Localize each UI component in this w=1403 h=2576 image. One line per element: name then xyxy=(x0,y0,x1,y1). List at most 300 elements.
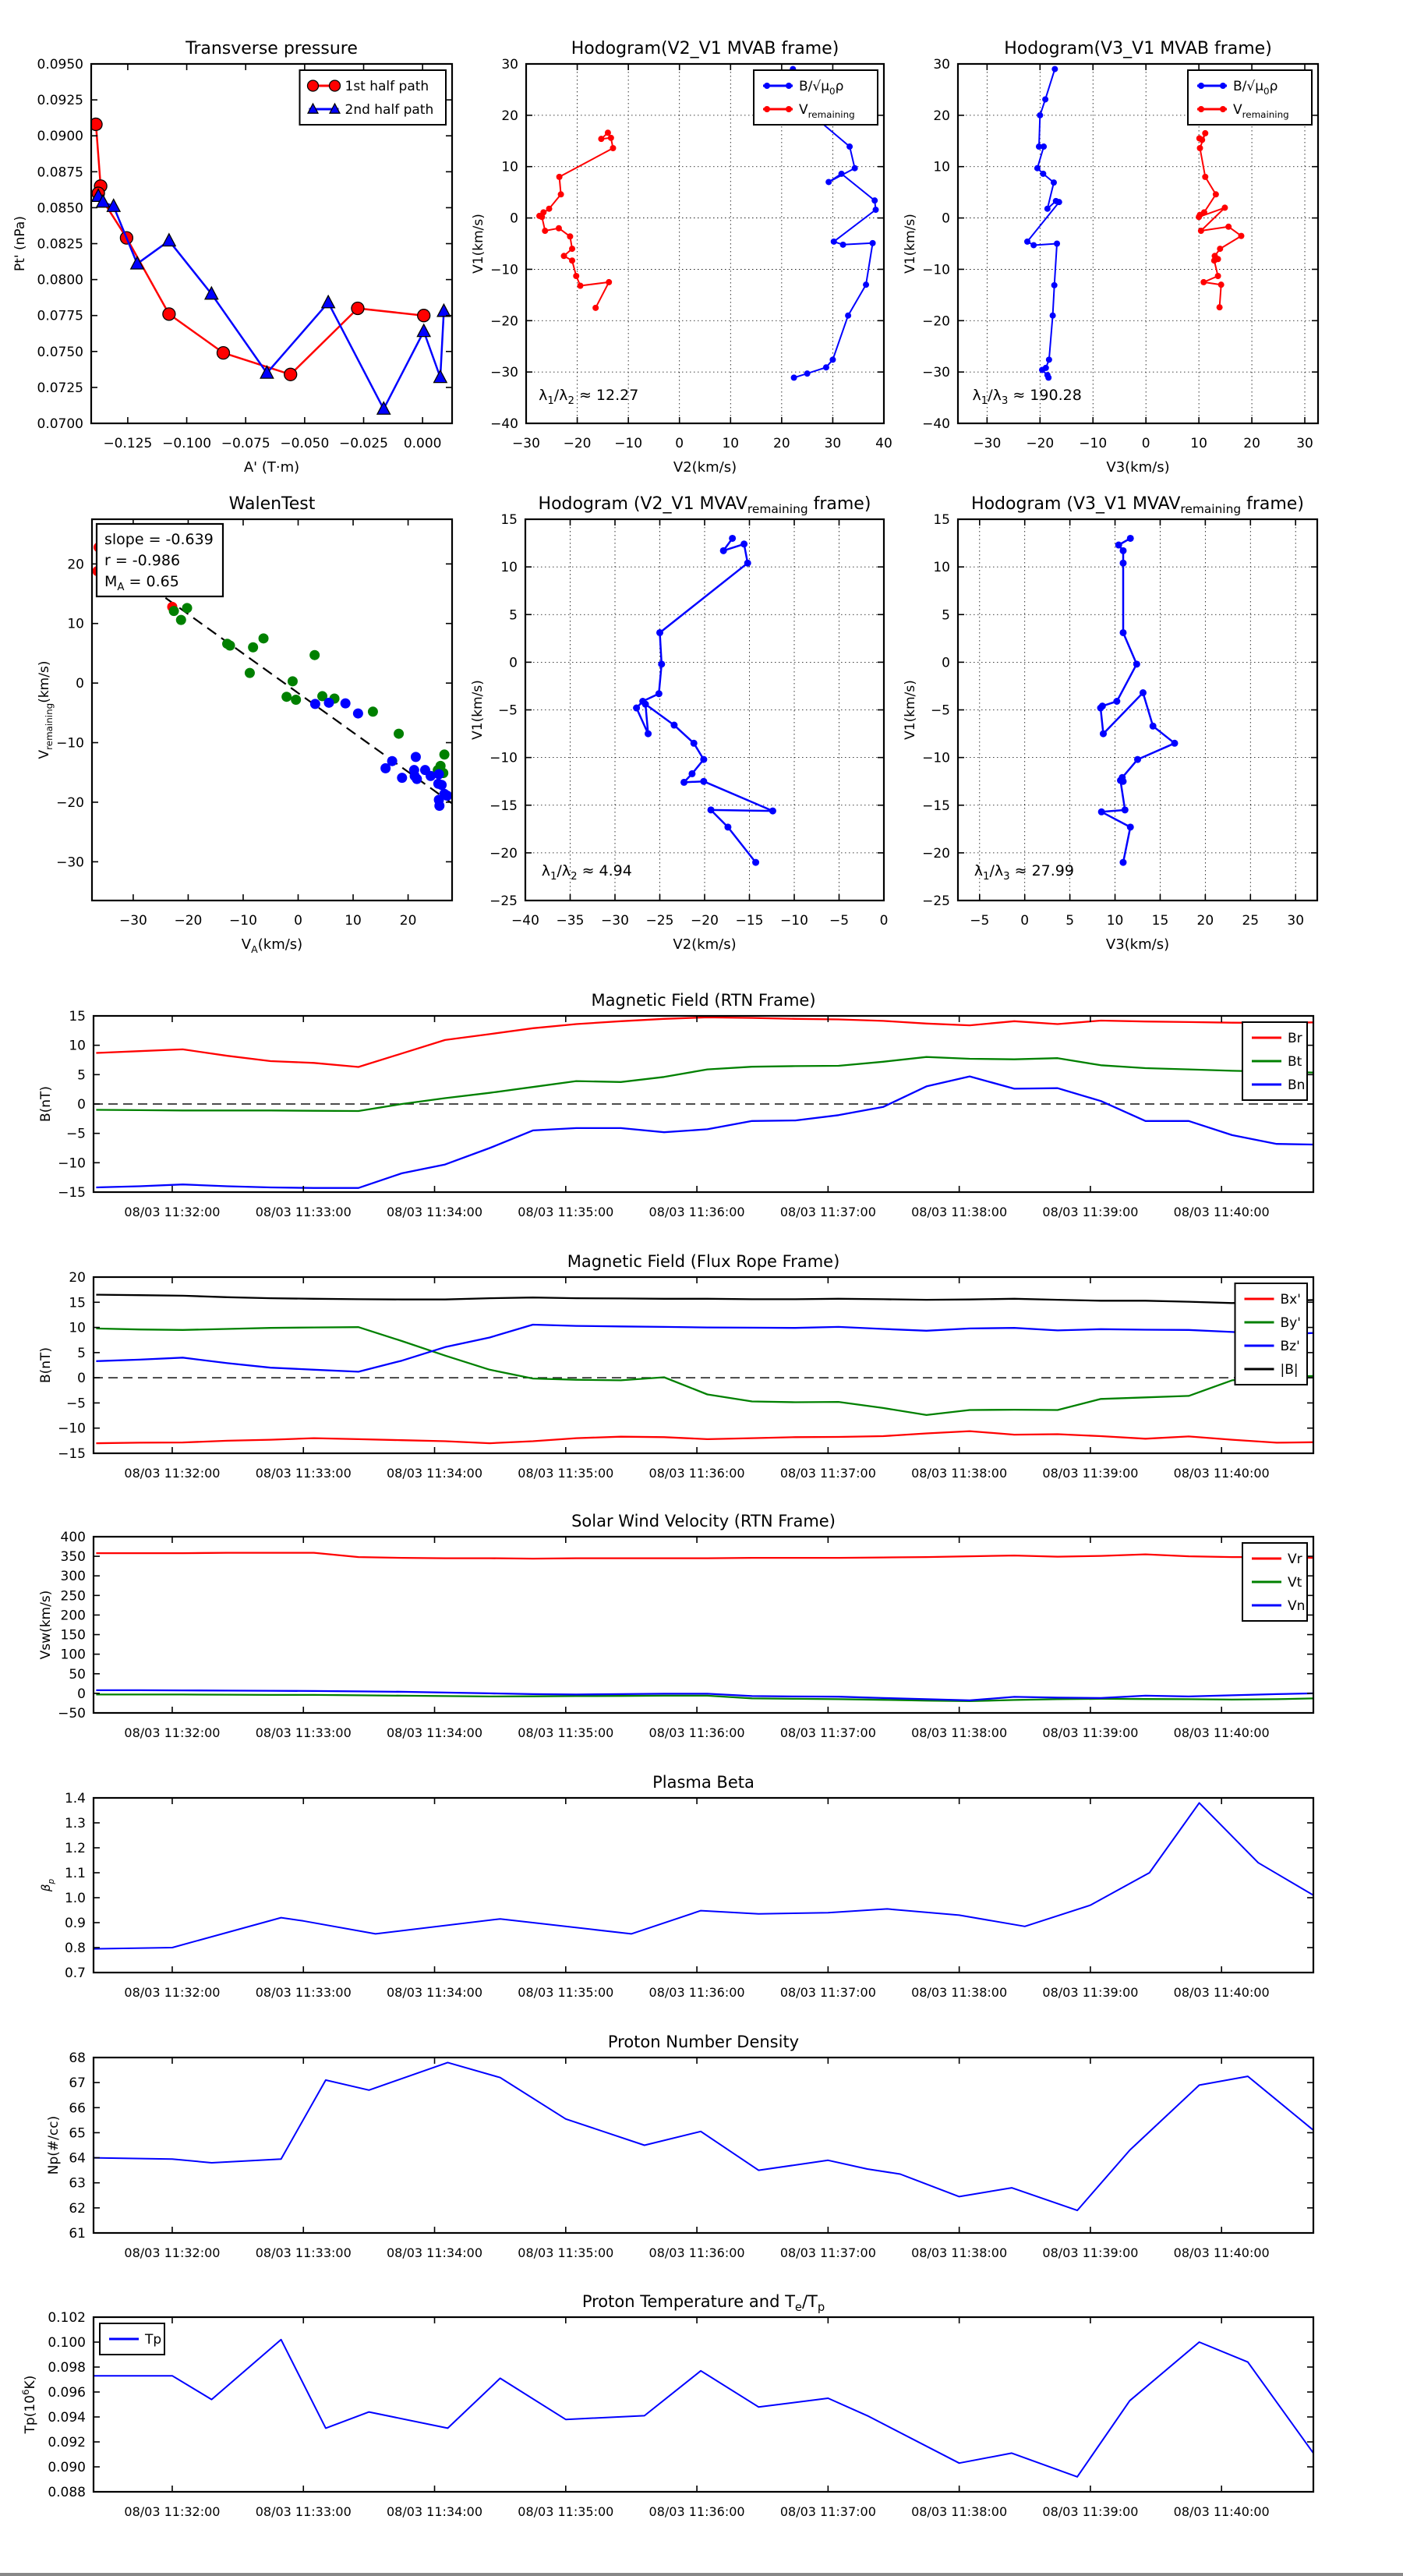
marker-triangle xyxy=(131,257,144,269)
y-tick-label: 0 xyxy=(510,211,518,227)
x-tick-label: 08/03 11:37:00 xyxy=(779,2504,876,2519)
x-tick-label: −30 xyxy=(118,913,147,929)
marker-dot xyxy=(573,273,579,279)
marker-dot xyxy=(1127,535,1134,542)
marker-dot xyxy=(225,640,235,650)
x-tick-label: 08/03 11:34:00 xyxy=(386,1205,483,1219)
y-tick-label: 400 xyxy=(60,1530,86,1545)
stats-line: r = -0.986 xyxy=(104,552,181,569)
axes-frame xyxy=(94,2058,1313,2233)
marker-dot xyxy=(569,246,575,252)
y-tick-label: 15 xyxy=(69,1295,86,1311)
y-tick-label: 0 xyxy=(77,1686,86,1702)
marker-dot xyxy=(1196,145,1203,151)
legend xyxy=(754,70,878,125)
x-tick-label: 08/03 11:33:00 xyxy=(255,1725,352,1740)
y-tick-label: 200 xyxy=(60,1608,86,1624)
marker-dot xyxy=(1220,83,1226,89)
marker-dot xyxy=(368,706,378,717)
x-tick-label: 08/03 11:37:00 xyxy=(779,1205,876,1219)
y-axis-label: Vsw(km/s) xyxy=(38,1590,54,1660)
y-tick-label: 0 xyxy=(509,655,518,671)
marker-dot xyxy=(281,692,292,702)
x-tick-label: −15 xyxy=(735,913,764,929)
legend xyxy=(1235,1283,1308,1385)
x-tick-label: 08/03 11:35:00 xyxy=(518,1725,614,1740)
marker-dot xyxy=(839,171,845,177)
series-layer xyxy=(94,2062,1313,2210)
x-tick-label: 08/03 11:38:00 xyxy=(911,1205,1008,1219)
y-tick-label: 62 xyxy=(69,2200,86,2217)
x-tick-label: 20 xyxy=(773,436,790,451)
x-tick-label: 08/03 11:33:00 xyxy=(255,1466,352,1481)
y-tick-label: 0.102 xyxy=(48,2310,86,2326)
marker-dot xyxy=(578,283,584,289)
x-tick-label: 20 xyxy=(1196,913,1214,929)
marker-circle xyxy=(308,80,319,91)
marker-dot xyxy=(645,731,652,738)
x-tick-label: 08/03 11:37:00 xyxy=(779,1985,876,2000)
mag-flux-rope-panel xyxy=(38,1252,1313,1481)
x-tick-label: 08/03 11:36:00 xyxy=(648,1725,745,1740)
x-tick-label: 0 xyxy=(879,913,889,929)
y-tick-label: −10 xyxy=(922,262,950,278)
x-tick-label: 08/03 11:35:00 xyxy=(518,1466,614,1481)
B-alfven-line xyxy=(1101,539,1175,863)
x-tick-label: 08/03 11:35:00 xyxy=(518,1205,614,1219)
x-tick-label: 0 xyxy=(294,913,302,929)
y-tick-label: 5 xyxy=(509,607,518,624)
y-tick-label: 68 xyxy=(69,2051,86,2066)
solar-wind-velocity-panel xyxy=(38,1512,1313,1740)
y-tick-label: −10 xyxy=(922,750,950,766)
y-tick-label: 67 xyxy=(69,2075,86,2092)
y-tick-label: 150 xyxy=(60,1627,86,1644)
y-tick-label: 0.0825 xyxy=(37,236,83,253)
y-tick-label: 0 xyxy=(942,655,950,671)
marker-dot xyxy=(1238,233,1244,239)
marker-dot xyxy=(1051,179,1057,186)
y-tick-label: −15 xyxy=(58,1185,86,1201)
marker-dot xyxy=(1098,809,1105,816)
marker-dot xyxy=(845,313,851,319)
marker-dot xyxy=(610,145,616,151)
y-tick-label: 0 xyxy=(942,211,950,227)
y-tick-label: −10 xyxy=(489,750,518,766)
proton-temperature-title: Proton Temperature and $T_e/T_p$ xyxy=(581,2292,825,2314)
y-tick-label: 10 xyxy=(933,560,950,576)
marker-dot xyxy=(863,281,869,288)
marker-dot xyxy=(1127,823,1134,830)
y-tick-label: −5 xyxy=(930,702,950,719)
legend-label: By' xyxy=(1280,1315,1301,1331)
x-tick-label: 08/03 11:38:00 xyxy=(911,2504,1008,2519)
marker-dot xyxy=(724,823,731,830)
marker-dot xyxy=(1217,246,1223,252)
y-tick-label: 10 xyxy=(500,560,518,576)
marker-dot xyxy=(729,535,736,542)
legend xyxy=(300,70,447,125)
x-tick-label: 08/03 11:33:00 xyxy=(255,1985,352,2000)
y-tick-label: 5 xyxy=(942,607,950,624)
marker-dot xyxy=(1218,281,1225,288)
x-tick-label: 25 xyxy=(1242,913,1260,929)
y-tick-label: 1.1 xyxy=(64,1866,86,1881)
marker-circle xyxy=(163,308,175,320)
marker-dot xyxy=(700,778,707,785)
y-tick-label: −25 xyxy=(489,893,518,909)
y-tick-label: −20 xyxy=(922,313,950,330)
x-tick-label: −5 xyxy=(970,913,990,929)
stats-line: slope = -0.639 xyxy=(104,531,214,548)
marker-dot xyxy=(1054,241,1060,247)
y-tick-label: 1.3 xyxy=(64,1816,86,1831)
By'-line xyxy=(96,1327,1313,1415)
legend-label: Tp xyxy=(145,2332,162,2348)
x-tick-label: −0.050 xyxy=(280,436,330,451)
y-tick-label: −10 xyxy=(58,1155,86,1172)
x-axis-label: A' (T·m) xyxy=(243,459,300,476)
Np-line xyxy=(94,2062,1313,2210)
Bt-line xyxy=(96,1057,1313,1111)
marker-dot xyxy=(341,699,351,709)
y-tick-label: 350 xyxy=(60,1549,86,1566)
y-tick-label: 0.7 xyxy=(64,1966,86,1981)
marker-dot xyxy=(786,83,792,89)
marker-dot xyxy=(720,547,727,554)
marker-dot xyxy=(1113,698,1120,705)
mag-rtn-title: Magnetic Field (RTN Frame) xyxy=(591,991,816,1010)
y-tick-label: 0.0750 xyxy=(37,344,83,360)
marker-dot xyxy=(680,779,687,786)
x-tick-label: 08/03 11:32:00 xyxy=(124,1725,221,1740)
marker-dot xyxy=(598,136,604,142)
marker-dot xyxy=(592,305,599,311)
y-axis-label: $Tp(10^6K)$ xyxy=(20,2375,38,2434)
marker-dot xyxy=(288,676,298,686)
marker-dot xyxy=(804,370,811,377)
x-tick-label: −0.100 xyxy=(162,436,212,451)
x-tick-label: 08/03 11:36:00 xyxy=(648,2245,745,2260)
x-tick-label: 30 xyxy=(1296,436,1313,451)
x-tick-label: 20 xyxy=(399,913,417,929)
marker-dot xyxy=(1050,313,1056,319)
x-axis-label: V2(km/s) xyxy=(673,459,737,476)
marker-dot xyxy=(1133,660,1140,667)
hodogram-v2v1-mvav-title: Hodogram (V2_V1 $MVAV_{remaining}$ frame) xyxy=(538,494,871,516)
y-tick-label: 0.0775 xyxy=(37,308,83,324)
y-tick-label: 15 xyxy=(500,512,518,528)
x-tick-label: 10 xyxy=(1190,436,1207,451)
x-tick-label: 08/03 11:37:00 xyxy=(779,1725,876,1740)
marker-dot xyxy=(769,808,776,815)
x-tick-label: −20 xyxy=(1026,436,1055,451)
marker-dot xyxy=(752,859,759,866)
annotation: $\lambda_1/\lambda_2 \approx 12.27$ xyxy=(539,387,639,408)
marker-dot xyxy=(1150,723,1157,730)
marker-dot xyxy=(1117,777,1124,784)
x-tick-label: 08/03 11:40:00 xyxy=(1173,1725,1270,1740)
y-tick-label: 66 xyxy=(69,2100,86,2117)
x-tick-label: 08/03 11:40:00 xyxy=(1173,1205,1270,1219)
marker-dot xyxy=(1122,806,1129,813)
x-tick-label: 08/03 11:35:00 xyxy=(518,2245,614,2260)
ticks xyxy=(94,2058,1313,2233)
x-tick-label: 08/03 11:39:00 xyxy=(1042,1725,1139,1740)
y-tick-label: −10 xyxy=(58,1421,86,1437)
stats-line: $M_A = 0.65$ xyxy=(104,573,179,593)
marker-dot xyxy=(394,729,404,739)
marker-dot xyxy=(539,214,545,220)
x-tick-label: 20 xyxy=(1243,436,1260,451)
marker-dot xyxy=(656,690,663,697)
hodogram-v2v1-mvab-title: Hodogram(V2_V1 MVAB frame) xyxy=(571,39,839,58)
marker-dot xyxy=(1215,273,1221,279)
x-tick-label: 08/03 11:33:00 xyxy=(255,2245,352,2260)
marker-dot xyxy=(656,629,663,636)
y-tick-label: −15 xyxy=(489,798,518,814)
marker-dot xyxy=(569,257,575,264)
y-tick-label: 0.8 xyxy=(64,1941,86,1956)
x-tick-label: 08/03 11:32:00 xyxy=(124,2504,221,2519)
hodogram-v3v1-mvav-panel xyxy=(903,494,1317,953)
x-tick-label: −20 xyxy=(691,913,719,929)
walen-test-title: WalenTest xyxy=(228,494,316,514)
x-axis-label: $V_A(km/s)$ xyxy=(241,936,303,955)
legend-label: $B/√\mu_0\rho$ xyxy=(1233,79,1278,97)
marker-dot xyxy=(691,740,698,747)
y-tick-label: 0.090 xyxy=(48,2460,86,2475)
y-tick-label: −5 xyxy=(65,1396,86,1412)
marker-dot xyxy=(1221,204,1228,211)
legend-label: Vr xyxy=(1288,1552,1302,1567)
x-tick-label: 0 xyxy=(1020,913,1030,929)
x-tick-label: −10 xyxy=(614,436,643,451)
marker-dot xyxy=(1040,171,1046,177)
ticks xyxy=(94,1537,1313,1713)
marker-dot xyxy=(764,106,770,112)
marker-dot xyxy=(434,801,444,811)
x-tick-label: −25 xyxy=(645,913,674,929)
x-tick-label: −0.025 xyxy=(339,436,388,451)
x-tick-label: 10 xyxy=(1106,913,1124,929)
mag-rtn-panel xyxy=(38,991,1313,1219)
marker-dot xyxy=(387,756,398,766)
marker-dot xyxy=(557,174,563,180)
x-tick-label: 0 xyxy=(1141,436,1150,451)
x-tick-label: 08/03 11:37:00 xyxy=(779,2245,876,2260)
x-tick-label: 08/03 11:38:00 xyxy=(911,1985,1008,2000)
x-axis-label: V3(km/s) xyxy=(1106,459,1170,476)
marker-dot xyxy=(1119,547,1126,554)
y-tick-label: 15 xyxy=(69,1009,86,1024)
y-tick-label: −5 xyxy=(65,1126,86,1142)
marker-dot xyxy=(1202,174,1208,180)
marker-dot xyxy=(1039,367,1045,373)
marker-dot xyxy=(1198,106,1204,112)
x-tick-label: 08/03 11:39:00 xyxy=(1042,2245,1139,2260)
|B|-line xyxy=(96,1295,1313,1304)
marker-dot xyxy=(1198,83,1204,89)
marker-dot xyxy=(670,722,677,729)
marker-dot xyxy=(324,698,334,708)
y-tick-label: −30 xyxy=(922,365,950,381)
x-tick-label: 08/03 11:38:00 xyxy=(911,1725,1008,1740)
Vr-line xyxy=(96,1553,1313,1559)
y-tick-label: 0.098 xyxy=(48,2360,86,2376)
x-tick-label: 08/03 11:34:00 xyxy=(386,2245,483,2260)
x-tick-label: 08/03 11:39:00 xyxy=(1042,1466,1139,1481)
legend xyxy=(100,2323,164,2355)
1st half path-line xyxy=(96,124,424,374)
legend-label: |B| xyxy=(1280,1362,1299,1378)
marker-dot xyxy=(248,642,258,653)
y-tick-label: 50 xyxy=(69,1666,86,1683)
marker-dot xyxy=(608,135,614,141)
y-tick-label: 10 xyxy=(933,159,950,175)
ticks xyxy=(94,1798,1313,1973)
x-tick-label: −10 xyxy=(1079,436,1108,451)
marker-dot xyxy=(412,774,422,784)
y-tick-label: 0.0800 xyxy=(37,272,83,288)
legend-label: $B/√\mu_0\rho$ xyxy=(799,79,844,97)
marker-circle xyxy=(330,80,341,91)
y-tick-label: 1.2 xyxy=(64,1841,86,1856)
marker-dot xyxy=(1171,740,1178,747)
y-tick-label: 300 xyxy=(60,1569,86,1585)
marker-dot xyxy=(1198,228,1204,234)
x-tick-label: 08/03 11:35:00 xyxy=(518,2504,614,2519)
marker-dot xyxy=(852,165,858,172)
annotation: $\lambda_1/\lambda_2 \approx 4.94$ xyxy=(541,862,632,883)
marker-dot xyxy=(1202,130,1208,136)
x-tick-label: 08/03 11:34:00 xyxy=(386,1466,483,1481)
y-tick-label: 0.0900 xyxy=(37,129,83,145)
x-tick-label: −30 xyxy=(601,913,629,929)
y-axis-label: Np(#/cc) xyxy=(46,2115,62,2175)
x-tick-label: 08/03 11:34:00 xyxy=(386,2504,483,2519)
y-tick-label: −20 xyxy=(489,845,518,862)
x-tick-label: −30 xyxy=(973,436,1002,451)
B-alfven-line xyxy=(637,539,773,863)
grid xyxy=(525,519,884,901)
y-axis-label: B(nT) xyxy=(38,1346,54,1384)
marker-dot xyxy=(310,699,320,709)
marker-dot xyxy=(1115,542,1122,549)
y-tick-label: 61 xyxy=(69,2226,86,2242)
marker-dot xyxy=(1225,224,1232,230)
marker-circle xyxy=(217,347,229,359)
marker-dot xyxy=(558,191,564,197)
y-tick-label: 0 xyxy=(76,676,84,692)
Br-line xyxy=(96,1017,1313,1067)
y-tick-label: −25 xyxy=(922,893,950,909)
y-tick-label: −5 xyxy=(497,702,518,719)
legend xyxy=(1242,1543,1307,1621)
y-axis-label: B(nT) xyxy=(38,1085,54,1123)
marker-dot xyxy=(1200,279,1207,285)
transverse-pressure-panel xyxy=(12,39,452,476)
marker-triangle xyxy=(377,402,391,415)
marker-dot xyxy=(176,615,186,625)
proton-number-density-title: Proton Number Density xyxy=(607,2033,800,2051)
marker-dot xyxy=(245,668,255,678)
stats-textbox xyxy=(97,524,223,596)
marker-dot xyxy=(259,633,269,643)
marker-dot xyxy=(1030,242,1037,248)
marker-dot xyxy=(1199,136,1205,143)
proton-number-density-panel xyxy=(46,2033,1313,2260)
y-tick-label: 15 xyxy=(933,512,950,528)
marker-triangle xyxy=(163,234,176,246)
y-tick-label: 250 xyxy=(60,1588,86,1605)
marker-dot xyxy=(688,770,695,777)
x-tick-label: 10 xyxy=(345,913,362,929)
marker-dot xyxy=(434,770,444,780)
x-tick-label: −10 xyxy=(229,913,257,929)
marker-dot xyxy=(169,606,179,616)
marker-dot xyxy=(546,206,553,212)
marker-dot xyxy=(873,207,879,213)
x-tick-label: −35 xyxy=(556,913,585,929)
x-tick-label: 0.000 xyxy=(403,436,442,451)
marker-dot xyxy=(1213,191,1219,197)
marker-dot xyxy=(1097,705,1104,712)
y-tick-label: −40 xyxy=(922,416,950,432)
y-tick-label: 65 xyxy=(69,2125,86,2142)
marker-dot xyxy=(744,560,751,567)
x-tick-label: 08/03 11:33:00 xyxy=(255,1205,352,1219)
grid xyxy=(958,519,1317,901)
y-tick-label: 0.0725 xyxy=(37,380,83,396)
legend-label: $V_{remaining}$ xyxy=(1233,102,1289,120)
y-axis-label: V1(km/s) xyxy=(470,680,486,740)
x-tick-label: 08/03 11:33:00 xyxy=(255,2504,352,2519)
y-tick-label: 63 xyxy=(69,2175,86,2192)
y-tick-label: 64 xyxy=(69,2150,86,2167)
x-tick-label: 08/03 11:36:00 xyxy=(648,2504,745,2519)
y-tick-label: 100 xyxy=(60,1647,86,1663)
y-tick-label: 0.0950 xyxy=(37,57,83,73)
x-tick-label: −10 xyxy=(780,913,808,929)
y-axis-label: $V_{remaining}(km/s)$ xyxy=(37,660,55,759)
y-tick-label: −30 xyxy=(56,855,84,871)
y-tick-label: −40 xyxy=(490,416,518,432)
series-layer xyxy=(94,1803,1313,1948)
marker-circle xyxy=(284,368,297,380)
y-tick-label: −10 xyxy=(490,262,518,278)
marker-dot xyxy=(658,660,665,667)
annotation: $\lambda_1/\lambda_3 \approx 190.28$ xyxy=(972,387,1082,408)
x-tick-label: 40 xyxy=(875,436,892,451)
marker-dot xyxy=(870,240,876,246)
marker-dot xyxy=(1051,66,1058,73)
hodogram-v2v1-mvab-panel xyxy=(471,39,892,476)
x-tick-label: −30 xyxy=(512,436,540,451)
marker-dot xyxy=(708,806,715,813)
series-layer xyxy=(1097,535,1179,866)
x-tick-label: 08/03 11:38:00 xyxy=(911,1466,1008,1481)
y-tick-label: 5 xyxy=(77,1345,86,1361)
x-tick-label: 30 xyxy=(824,436,842,451)
marker-dot xyxy=(1211,257,1217,264)
plasma-beta-panel xyxy=(39,1773,1313,2000)
x-axis-label: V3(km/s) xyxy=(1105,936,1170,953)
y-tick-label: 0.092 xyxy=(48,2435,86,2450)
x-tick-label: 10 xyxy=(722,436,740,451)
y-axis-label: V1(km/s) xyxy=(903,680,918,740)
marker-dot xyxy=(700,756,707,763)
